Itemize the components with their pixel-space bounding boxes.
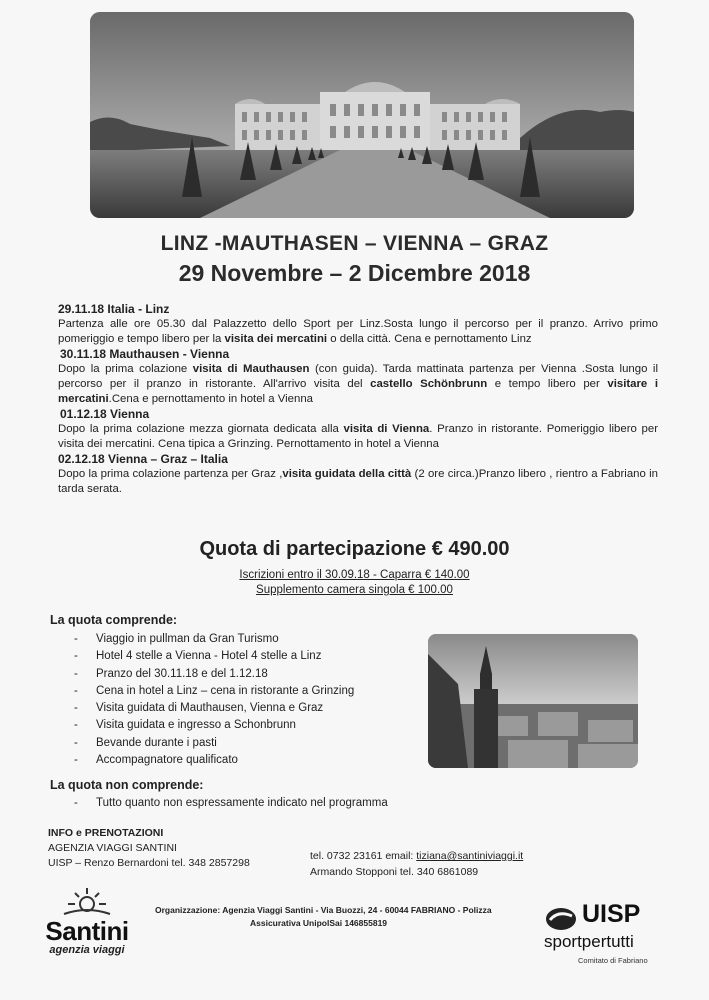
day-description: Partenza alle ore 05.30 dal Palazzetto dello Sport per Linz.Sosta lungo il percorso per il pranzo. Arrivo primo pomeriggio e tempo libero per la visita dei mercatini o della città. Cena e pernottamento Linz — [58, 318, 658, 345]
palace-photo — [90, 12, 634, 218]
day-description: Dopo la prima colazione partenza per Graz ,visita guidata della città (2 ore circa.)Pranzo libero , rientro a Fabriano in tarda serata. — [58, 468, 658, 495]
list-item: - Viaggio in pullman da Gran Turismo — [74, 631, 354, 648]
day-heading: 30.11.18 Mauthausen - Vienna — [60, 347, 230, 361]
includes-title: La quota comprende: — [50, 613, 178, 627]
santini-logo — [22, 886, 152, 966]
sun-icon — [62, 886, 112, 916]
list-item: - Bevande durante i pasti — [74, 735, 354, 752]
excludes-title: La quota non comprende: — [50, 778, 204, 792]
single-room-supplement: Supplemento camera singola € 100.00 — [256, 584, 453, 596]
uisp-name: UISP — [582, 900, 641, 928]
list-item: - Visita guidata di Mauthausen, Vienna e Graz — [74, 700, 354, 717]
list-item: - Hotel 4 stelle a Vienna - Hotel 4 stelle a Linz — [74, 648, 354, 665]
uisp-tagline: sportpertutti — [544, 932, 634, 951]
day-description: Dopo la prima colazione mezza giornata dedicata alla visita di Vienna. Pranzo in ristorante. Pomeriggio libero per visita dei mercatini. Cena tipica a Grinzing. Pernottamento in hotel a Vienna — [58, 423, 658, 450]
list-item: - Tutto quanto non espressamente indicato nel programma — [74, 797, 388, 809]
day-description: Dopo la prima colazione visita di Mauthausen (con guida). Tarda mattinata partenza per Vienna .Sosta lungo il percorso per il pranzo in ristorante. All'arrivo visita del castello Schönbrunn e tempo libero per visitare i mercatini.Cena e pernottamento in hotel a Vienna — [58, 363, 658, 405]
price-heading: Quota di partecipazione € 490.00 — [199, 538, 510, 560]
list-item: - Pranzo del 30.11.18 e del 1.12.18 — [74, 666, 354, 683]
organization-line: Organizzazione: Agenzia Viaggi Santini - Via Buozzi, 24 - 60044 FABRIANO - Polizza — [155, 905, 492, 915]
list-item: - Accompagnatore qualificato — [74, 752, 354, 769]
info-block — [48, 826, 250, 871]
day-heading: 02.12.18 Vienna – Graz – Italia — [58, 452, 228, 466]
uisp-contact: UISP – Renzo Bernardoni tel. 348 2857298 — [48, 857, 250, 869]
includes-list — [74, 631, 354, 769]
list-item: - Cena in hotel a Linz – cena in ristorante a Grinzing — [74, 683, 354, 700]
itinerary — [58, 302, 658, 497]
day-heading: 01.12.18 Vienna — [60, 407, 150, 421]
uisp-committee: Comitato di Fabriano — [578, 956, 648, 965]
list-item: - Visita guidata e ingresso a Schonbrunn — [74, 717, 354, 734]
registration-deadline: Iscrizioni entro il 30.09.18 - Caparra € 140.00 — [239, 569, 470, 581]
santini-name: Santini — [45, 916, 129, 946]
santini-tagline: agenzia viaggi — [49, 944, 125, 956]
agency-phone: tel. 0732 23161 email: — [310, 850, 417, 862]
email-link[interactable]: tiziana@santiniviaggi.it — [416, 850, 524, 862]
vienna-photo — [428, 634, 638, 768]
agency-name: AGENZIA VIAGGI SANTINI — [48, 842, 177, 854]
contacts-block — [310, 848, 523, 880]
trip-title: LINZ -MAUTHASEN – VIENNA – GRAZ — [160, 232, 549, 255]
day-heading: 29.11.18 Italia - Linz — [58, 302, 170, 316]
uisp-logo — [540, 900, 700, 980]
armando-contact: Armando Stopponi tel. 340 6861089 — [310, 866, 479, 878]
trip-dates: 29 Novembre – 2 Dicembre 2018 — [178, 260, 531, 286]
organization-note — [155, 904, 535, 930]
uisp-emblem-icon — [544, 906, 578, 932]
info-title: INFO e PRENOTAZIONI — [48, 827, 164, 839]
insurance-line: Assicurativa UnipolSai 146855819 — [250, 918, 388, 928]
price-details — [0, 568, 709, 598]
